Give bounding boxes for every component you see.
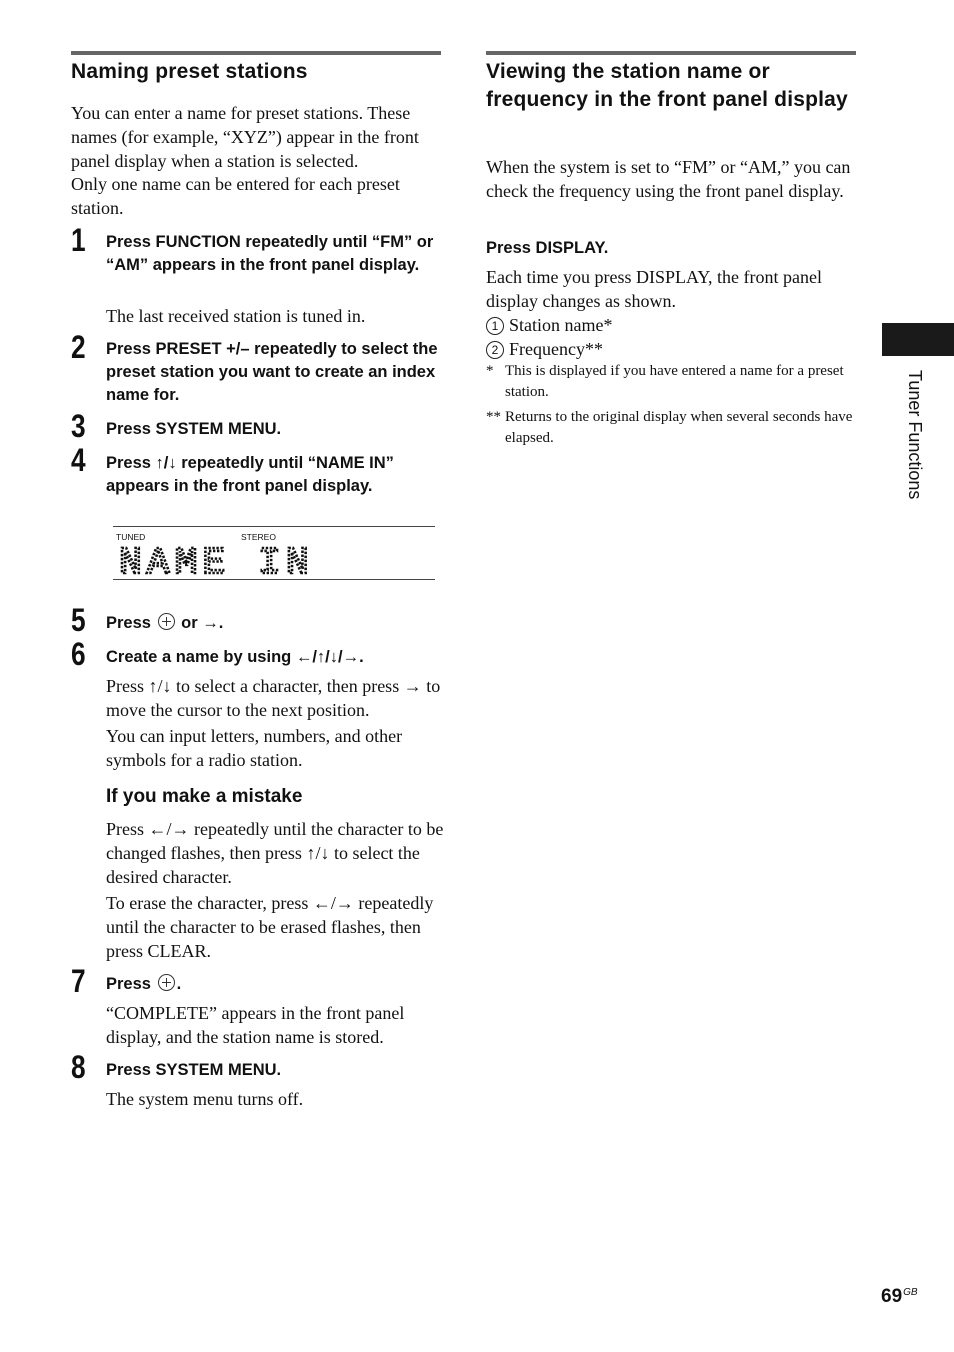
step-title: Press ↑/↓ repeatedly until “NAME IN” appears in the front panel display. xyxy=(106,454,394,495)
step-body: Press ↑/↓ to select a character, then press → to move the cursor to the next position. xyxy=(106,676,441,720)
mistake-paragraph: Press ←/→ repeatedly until the character to be changed flashes, then press ↑/↓ to select the desired character. xyxy=(106,819,444,887)
section-tab xyxy=(882,323,954,356)
step-title: Press DISPLAY. xyxy=(486,239,609,257)
step-title: Press or →. xyxy=(106,614,224,632)
dot-matrix-text xyxy=(119,542,379,576)
front-panel-display xyxy=(113,526,435,580)
section-side-label: Tuner Functions xyxy=(905,370,925,500)
step-body: The last received station is tuned in. xyxy=(106,306,366,326)
left-right-arrow-icon: ←/→ xyxy=(312,893,354,913)
step-number: 1 xyxy=(71,222,86,258)
footnote: * This is displayed if you have entered a name for a preset station. xyxy=(486,363,844,400)
step-number: 8 xyxy=(71,1049,86,1085)
step-number: 5 xyxy=(71,602,86,638)
display-item: 2 Frequency** xyxy=(486,337,603,361)
intro-paragraph-2: Only one name can be entered for each preset station. xyxy=(71,174,400,218)
up-down-arrow-icon: ↑/↓ xyxy=(306,843,330,863)
circled-number: 2 xyxy=(486,341,504,359)
section-heading: Viewing the station name or frequency in the front panel display xyxy=(486,60,848,111)
step-body: The system menu turns off. xyxy=(106,1089,304,1109)
step-title: Create a name by using ←/↑/↓/→. xyxy=(106,648,364,666)
section-heading: Naming preset stations xyxy=(71,60,308,83)
step-number: 4 xyxy=(71,442,86,478)
enter-button-icon xyxy=(158,613,175,630)
intro-paragraph: You can enter a name for preset stations. These names (for example, “XYZ”) appear in the front panel display when a station is selected. xyxy=(71,103,419,171)
footnote: ** Returns to the original display when several seconds have elapsed. xyxy=(486,409,853,446)
mistake-paragraph: To erase the character, press ←/→ repeatedly until the character to be erased flashes, then press CLEAR. xyxy=(106,893,434,961)
display-text: NAME IN xyxy=(119,542,314,576)
section-rule xyxy=(486,51,856,55)
step-number: 3 xyxy=(71,408,86,444)
tuned-indicator: TUNED xyxy=(116,532,146,542)
display-item: 1 Station name* xyxy=(486,313,612,337)
section-rule xyxy=(71,51,441,55)
step-number: 2 xyxy=(71,329,86,365)
circled-number: 1 xyxy=(486,317,504,335)
step-number: 6 xyxy=(71,636,86,672)
up-down-arrow-icon: ↑/↓ xyxy=(155,454,177,472)
left-right-arrow-icon: ←/→ xyxy=(148,819,190,839)
right-arrow-icon: → xyxy=(403,676,422,696)
step-title: Press SYSTEM MENU. xyxy=(106,420,282,438)
step-number: 7 xyxy=(71,963,86,999)
enter-button-icon xyxy=(158,974,175,991)
page-number: $69^{GB}$ xyxy=(881,1286,918,1307)
direction-arrows-icon: ←/↑/↓/→ xyxy=(295,648,360,666)
step-title: Press PRESET +/– repeatedly to select the preset station you want to create an index name for. xyxy=(106,340,438,404)
step-body: “COMPLETE” appears in the front panel display, and the station name is stored. xyxy=(106,1003,405,1047)
step-body: You can input letters, numbers, and other symbols for a radio station. xyxy=(106,726,403,770)
stereo-indicator: STEREO xyxy=(241,532,276,542)
up-down-arrow-icon: ↑/↓ xyxy=(148,676,172,696)
subheading: If you make a mistake xyxy=(106,786,303,807)
intro-paragraph: When the system is set to “FM” or “AM,” you can check the frequency using the front panel display. xyxy=(486,157,851,201)
step-title: Press SYSTEM MENU. xyxy=(106,1061,282,1079)
right-arrow-icon: → xyxy=(202,614,219,632)
step-title: Press FUNCTION repeatedly until “FM” or “AM” appears in the front panel display. xyxy=(106,233,434,274)
body-paragraph: Each time you press DISPLAY, the front panel display changes as shown. xyxy=(486,267,822,311)
step-title: Press . xyxy=(106,975,182,993)
